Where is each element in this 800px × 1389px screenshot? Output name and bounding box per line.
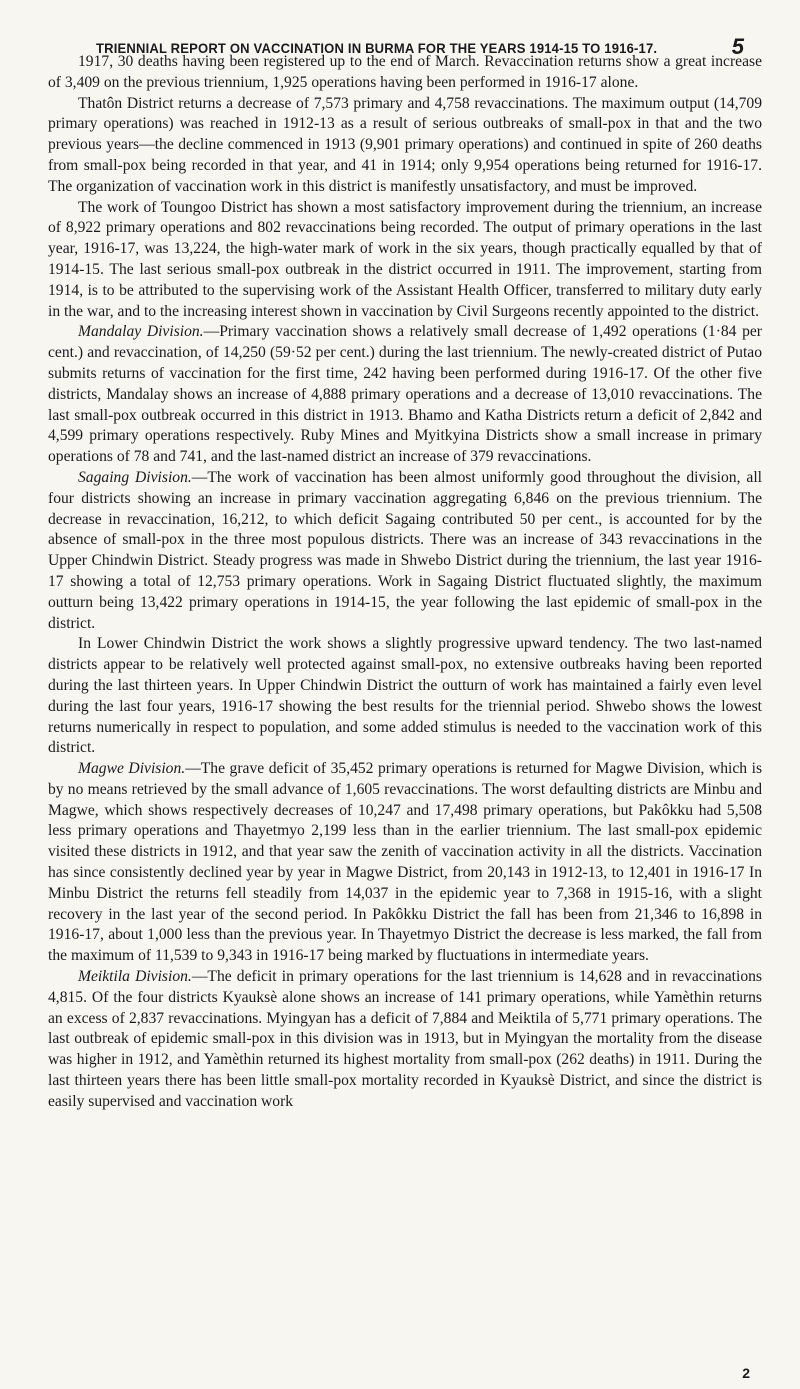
paragraph-text: —The grave deficit of 35,452 primary operations is returned for Magwe Division, which is by no means retrieved by the small advance of 1,605 revaccinations. The worst defaulting districts are Minbu and Magwe, which shows respectively decreases of 10,247 and 17,498 primary operations, but Pakôkku had 5,508 less primary operations and Thayetmyo 2,199 less than in the earlier triennium. The last small-pox epidemic visited these districts in 1912, and that year saw the zenith of vaccination activity in all the districts. Vaccination has since consistently declined year by year in Magwe District, from 20,143 in 1912-13, to 12,401 in 1916-17 In Minbu District the returns fell steadily from 14,037 in the epidemic year to 7,368 in 1915-16, with a slight recovery in the last year of the second period. In Pakôkku District the fall has been from 21,346 to 16,898 in 1916-17, about 1,000 less than the previous year. In Thayetmyo District the decrease is less marked, the fall from the maximum of 11,539 to 9,343 in 1916-17 being marked by fluctuations in intermediate years.	[48, 760, 763, 965]
division-heading: Mandalay Division.	[78, 323, 204, 341]
paragraph-text: —Primary vaccination shows a relatively small decrease of 1,492 operations (1·84 per cent.) and revaccination, of 14,250 (59·52 per cent.) during the last triennium. The newly-created district of Putao submits returns of vaccination for the first time, 242 having been performed during 1916-17. Of the other five districts, Mandalay shows an increase of 4,888 primary operations and a decrease of 13,010 revaccinations. The last small-pox outbreak occurred in this district in 1913. Bhamo and Katha Districts return a deficit of 2,842 and 4,599 primary operations respectively. Ruby Mines and Myitkyina Districts show a small increase in primary operations of 78 and 741, and the last-named district an increase of 379 revaccinations.	[48, 323, 763, 466]
paragraph-text: —The deficit in primary operations for the last triennium is 14,628 and in revaccinations 4,815. Of the four districts Kyauksè alone shows an increase of 141 primary operations, while Yamèthin returns an excess of 2,837 revaccinations. Myingyan has a deficit of 7,884 and Meiktila of 5,771 primary operations. The last outbreak of epidemic small-pox in this division was in 1913, but in Myingyan the mortality from the disease was higher in 1912, and Yamèthin returned its highest mortality from small-pox (262 deaths) in 1911. During the last thirteen years there has been little small-pox mortality recorded in Kyauksè District, and since the district is easily supervised and vaccination work	[48, 968, 762, 1110]
signature-mark: 2	[742, 1365, 750, 1381]
page-header	[48, 18, 762, 59]
division-heading: Meiktila Division.	[78, 968, 192, 986]
running-title: TRIENNIAL REPORT ON VACCINATION IN BURMA FOR THE YEARS 1914-15 TO 1916-17.	[96, 40, 658, 56]
paragraph-text: 1917, 30 deaths having been registered up to the end of March. Revaccination returns show a great increase of 3,409 on the previous triennium, 1,925 operations having been performed in 1916-17 alone.	[48, 53, 762, 91]
division-heading: Sagaing Division.	[78, 468, 192, 486]
report-body	[48, 52, 762, 1113]
paragraph	[48, 634, 762, 759]
page-number: 5	[731, 34, 744, 59]
division-heading: Magwe Division.	[78, 760, 186, 778]
paragraph	[48, 322, 762, 468]
document-page	[48, 18, 762, 1113]
paragraph	[48, 94, 762, 198]
paragraph	[48, 967, 762, 1113]
paragraph	[48, 468, 762, 634]
paragraph	[48, 52, 762, 94]
paragraph	[48, 198, 762, 323]
paragraph-text: The work of Toungoo District has shown a most satisfactory improvement during the triennium, an increase of 8,922 primary operations and 802 revaccinations being recorded. The output of primary operations in the last year, 1916-17, was 13,224, the high-water mark of work in the six years, though practically equalled by that of 1914-15. The last serious small-pox outbreak in the district occurred in 1911. The improvement, starting from 1914, is to be attributed to the supervising work of the Assistant Health Officer, transferred to military duty early in the war, and to the increasing interest shown in vaccination by Civil Surgeons recently appointed to the district.	[48, 198, 762, 320]
paragraph-text: In Lower Chindwin District the work shows a slightly progressive upward tendency. The two last-named districts appear to be relatively well protected against small-pox, no extensive outbreaks having been reported during the last thirteen years. In Upper Chindwin District the outturn of work has maintained a fairly even level during the last four years, 1916-17 showing the best results for the triennial period. Shwebo shows the lowest returns numerically in respect to population, and some added stimulus is needed to the vaccination work of this district.	[48, 635, 762, 757]
paragraph	[48, 759, 762, 967]
paragraph-text: Thatôn District returns a decrease of 7,573 primary and 4,758 revaccinations. The maximum output (14,709 primary operations) was reached in 1912-13 as a result of serious outbreaks of small-pox in that and the two previous years—the decline commenced in 1913 (9,901 primary operations) and continued in spite of 260 deaths from small-pox being recorded in that year, and 41 in 1914; only 9,954 operations being returned for 1916-17. The organization of vaccination work in this district is manifestly unsatisfactory, and must be improved.	[48, 94, 762, 195]
paragraph-text: —The work of vaccination has been almost uniformly good throughout the division, all four districts showing an increase in primary vaccination aggregating 6,846 on the previous triennium. The decrease in revaccination, 16,212, to which deficit Sagaing contributed 50 per cent., is accounted for by the absence of small-pox in the three most populous districts. There was an increase of 343 revaccinations in the Upper Chindwin District. Steady progress was made in Shwebo District during the triennium, the last year 1916-17 showing a total of 12,753 primary operations. Work in Sagaing District fluctuated slightly, the maximum outturn being 13,422 primary operations in 1914-15, the year following the last epidemic of small-pox in the district.	[48, 468, 762, 632]
